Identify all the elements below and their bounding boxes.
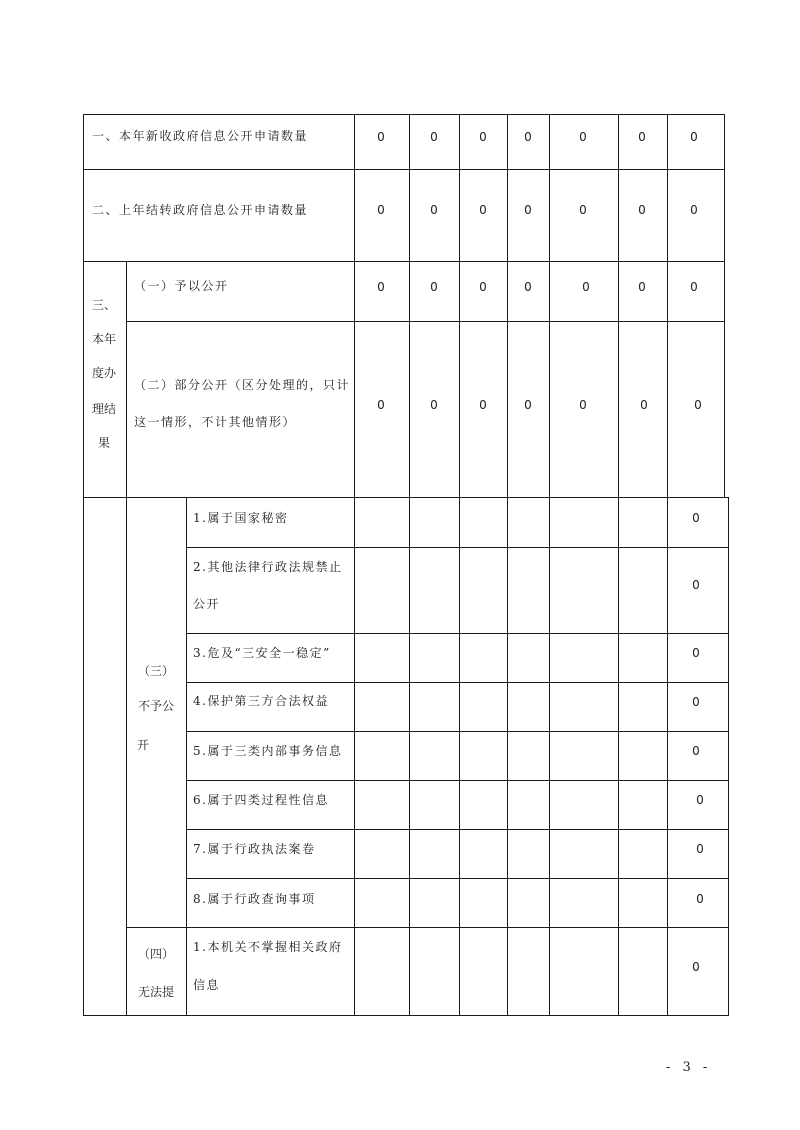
group-label-not-disclosed: （三） — [137, 664, 174, 678]
cell-value: 0 — [430, 130, 438, 144]
cell-value: 0 — [579, 130, 587, 144]
column-divider — [667, 114, 668, 1016]
cell-value: 0 — [690, 280, 698, 294]
section-label-line: 理结 — [91, 402, 116, 416]
cell-value: 0 — [694, 398, 702, 412]
section-label-line: 度办 — [91, 366, 116, 380]
row-divider — [186, 878, 729, 879]
row-divider — [186, 780, 729, 781]
column-divider — [186, 497, 187, 1016]
item-total: 0 — [696, 842, 704, 856]
row-divider — [186, 633, 729, 634]
cell-value: 0 — [377, 398, 385, 412]
item-total: 0 — [692, 511, 700, 525]
item-total: 0 — [696, 892, 704, 906]
column-divider — [459, 114, 460, 1016]
cell-value: 0 — [524, 203, 532, 217]
column-divider — [354, 114, 355, 1016]
group-label-unable: （四） — [137, 947, 174, 961]
page-number: - 3 - — [666, 1060, 712, 1075]
item-label: 4.保护第三方合法权益 — [193, 694, 329, 708]
item-label: 信息 — [193, 978, 221, 992]
item-label: 7.属于行政执法案卷 — [193, 842, 316, 856]
cell-value: 0 — [524, 398, 532, 412]
cell-value: 0 — [524, 130, 532, 144]
table-border-top — [83, 114, 725, 115]
column-divider — [507, 114, 508, 1016]
cell-value: 0 — [430, 398, 438, 412]
row-divider — [186, 731, 729, 732]
item-label: 1.属于国家秘密 — [193, 511, 289, 525]
row-label-carried-over: 二、上年结转政府信息公开申请数量 — [92, 203, 309, 217]
item-total: 0 — [692, 960, 700, 974]
section-label-line: 本年 — [91, 332, 116, 346]
item-total: 0 — [696, 793, 704, 807]
section-label-line: 三、 — [91, 298, 116, 312]
column-divider — [409, 114, 410, 1016]
row-label-new-requests: 一、本年新收政府信息公开申请数量 — [92, 129, 309, 143]
column-divider — [549, 114, 550, 1016]
item-total: 0 — [692, 744, 700, 758]
row-divider — [83, 497, 729, 498]
item-total: 0 — [692, 695, 700, 709]
row-divider — [186, 829, 729, 830]
cell-value: 0 — [690, 130, 698, 144]
group-label-not-disclosed: 不予公 — [137, 699, 174, 713]
group-label-unable: 无法提 — [137, 985, 174, 999]
item-label: 3.危及“三安全一稳定” — [193, 646, 331, 660]
cell-value: 0 — [430, 203, 438, 217]
row-divider — [126, 321, 725, 322]
section-label-line: 果 — [97, 436, 110, 450]
item-total: 0 — [692, 578, 700, 592]
row-label-partially-disclosed: 这一情形，不计其他情形） — [134, 415, 297, 429]
item-label: 6.属于四类过程性信息 — [193, 793, 329, 807]
table-border-right — [724, 114, 725, 498]
row-label-partially-disclosed: （二）部分公开（区分处理的，只计 — [134, 378, 351, 392]
group-label-not-disclosed: 开 — [136, 738, 149, 752]
item-label: 1.本机关不掌握相关政府 — [193, 940, 343, 954]
cell-value: 0 — [479, 280, 487, 294]
cell-value: 0 — [430, 280, 438, 294]
cell-value: 0 — [377, 280, 385, 294]
cell-value: 0 — [638, 203, 646, 217]
cell-value: 0 — [579, 398, 587, 412]
cell-value: 0 — [524, 280, 532, 294]
item-label: 公开 — [193, 597, 221, 611]
cell-value: 0 — [638, 130, 646, 144]
cell-value: 0 — [638, 280, 646, 294]
column-divider — [126, 261, 127, 1016]
row-divider — [83, 261, 725, 262]
table-border-right — [728, 497, 729, 1016]
item-total: 0 — [692, 646, 700, 660]
table-border-bottom — [83, 1015, 729, 1016]
row-label-disclosed: （一）予以公开 — [134, 279, 229, 293]
row-divider — [186, 682, 729, 683]
cell-value: 0 — [479, 203, 487, 217]
cell-value: 0 — [479, 398, 487, 412]
column-divider — [618, 114, 619, 1016]
cell-value: 0 — [582, 280, 590, 294]
cell-value: 0 — [377, 130, 385, 144]
row-divider — [186, 547, 729, 548]
row-divider — [126, 927, 729, 928]
item-label: 2.其他法律行政法规禁止 — [193, 560, 343, 574]
cell-value: 0 — [579, 203, 587, 217]
cell-value: 0 — [690, 203, 698, 217]
row-divider — [83, 169, 725, 170]
cell-value: 0 — [377, 203, 385, 217]
cell-value: 0 — [640, 398, 648, 412]
item-label: 5.属于三类内部事务信息 — [193, 744, 343, 758]
table-border-left — [83, 114, 84, 1016]
cell-value: 0 — [479, 130, 487, 144]
item-label: 8.属于行政查询事项 — [193, 892, 316, 906]
